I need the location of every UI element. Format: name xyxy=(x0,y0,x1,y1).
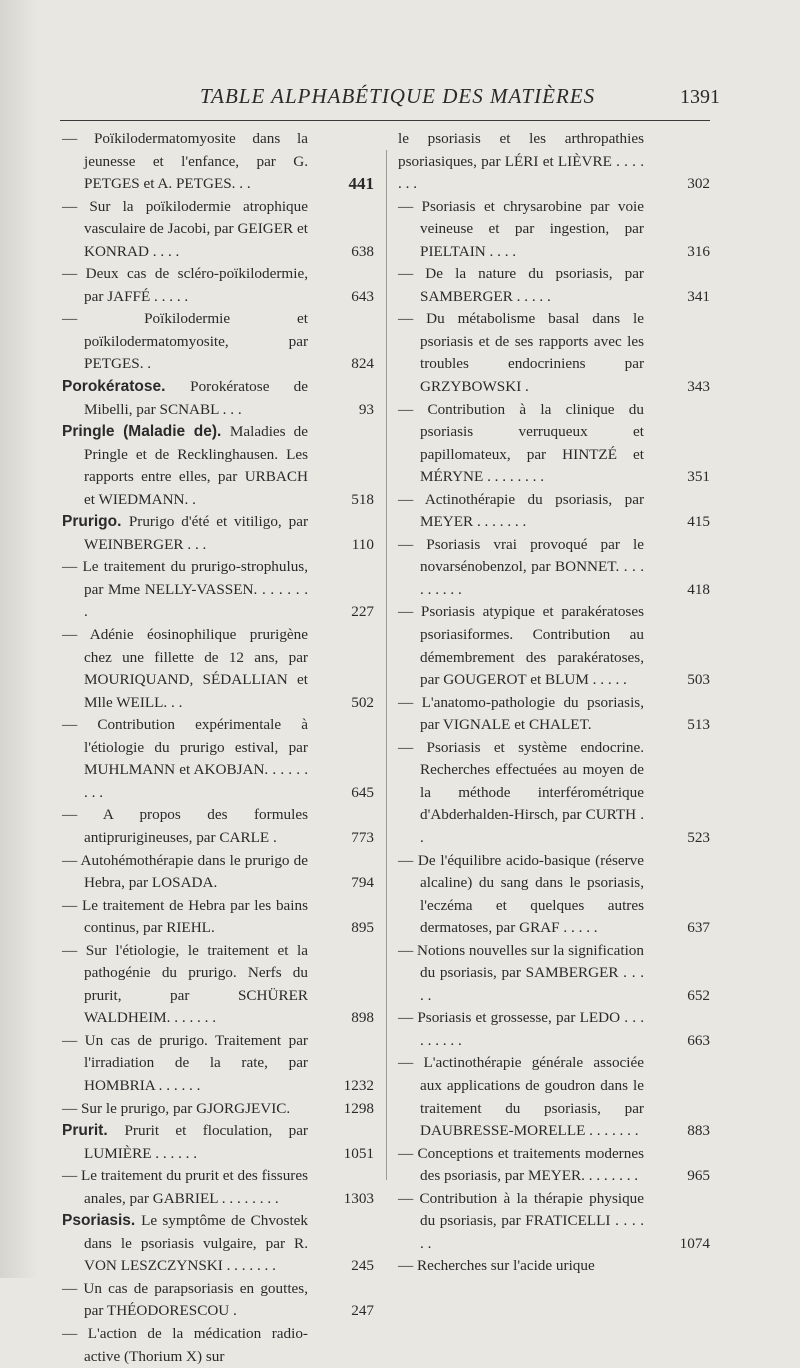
entry-body: — Deux cas de scléro-poïkilodermie, par JAFFÉ . . . . . xyxy=(62,265,308,305)
entry-page-number: 643 xyxy=(351,287,374,305)
entry-body: — Sur le prurigo, par GJORGJEVIC. xyxy=(62,1099,291,1117)
index-entry xyxy=(62,376,374,421)
index-entry xyxy=(398,1007,710,1052)
entry-body: — Psoriasis atypique et parakératoses psoriasiformes. Contribution au démembrement des parakératoses, par GOUGEROT et BLUM . . . . . xyxy=(398,603,644,689)
entry-body: — Contribution à la clinique du psoriasis verruqueux et papillomateux, par HINTZÉ et MÉRYNE . . . . . . . . xyxy=(398,400,644,486)
entry-page-number: 637 xyxy=(687,919,710,937)
entry-page-number: 1298 xyxy=(343,1099,374,1117)
index-entry xyxy=(62,1323,374,1368)
index-entry xyxy=(62,263,374,308)
entry-body: Le symptôme de Chvostek dans le psoriasis vulgaire, par R. VON LESZCZYNSKI . . . . . . . xyxy=(84,1212,308,1275)
entry-body: — Psoriasis et chrysarobine par voie veineuse et par ingestion, par PIELTAIN . . . . xyxy=(398,197,644,260)
entry-page-number: 513 xyxy=(687,716,710,734)
entry-page-number: 351 xyxy=(687,468,710,486)
entry-body: — Le traitement du prurit et des fissures anales, par GABRIEL . . . . . . . . xyxy=(62,1167,308,1207)
entry-body: — Psoriasis et système endocrine. Recherches effectuées au moyen de la méthode interférométrique d'Abderhalden-Hirsch, par CURTH . . xyxy=(398,738,644,846)
index-entry xyxy=(62,1278,374,1323)
index-entry xyxy=(398,128,710,196)
index-entry xyxy=(398,1052,710,1142)
entry-page-number: 898 xyxy=(351,1009,374,1027)
index-entry xyxy=(398,1255,710,1278)
entry-body: — Contribution expérimentale à l'étiologie du prurigo estival, par MUHLMANN et AKOBJAN. . . . . . . . . xyxy=(62,716,308,801)
index-entry xyxy=(62,308,374,376)
entry-body: — Psoriasis vrai provoqué par le novarsénobenzol, par BONNET. . . . . . . . . . xyxy=(398,535,644,598)
entry-body: — Poïkilodermatomyosite dans la jeunesse et l'enfance, par G. PETGES et A. PETGES. . . xyxy=(62,130,308,193)
index-entry xyxy=(398,534,710,602)
entry-page-number: 518 xyxy=(351,490,374,508)
entry-body: — De la nature du psoriasis, par SAMBERGER . . . . . xyxy=(398,265,644,305)
entry-page-number: 1051 xyxy=(343,1144,374,1162)
entry-page-number: 652 xyxy=(687,986,710,1004)
index-entry xyxy=(62,804,374,849)
left-column xyxy=(62,128,374,1368)
entry-page-number: 523 xyxy=(687,828,710,846)
entry-page-number: 794 xyxy=(351,874,374,892)
entry-page-number: 110 xyxy=(351,535,374,553)
entry-body: — Un cas de prurigo. Traitement par l'irradiation de la rate, par HOMBRIA . . . . . . xyxy=(62,1031,308,1094)
index-entry xyxy=(398,1188,710,1256)
entry-body: — Autohémothérapie dans le prurigo de Hebra, par LOSADA. xyxy=(62,851,308,892)
entry-heading: Prurigo. xyxy=(62,513,129,531)
index-entry xyxy=(398,1143,710,1188)
entry-body: — L'actinothérapie générale associée aux applications de goudron dans le traitement du psoriasis, par DAUBRESSE-MORELLE . . . . . . . xyxy=(398,1054,644,1140)
entry-text xyxy=(398,1255,710,1278)
entry-body: — Du métabolisme basal dans le psoriasis et de ses rapports avec les troubles endocriniens par GRZYBOWSKI . xyxy=(398,310,644,396)
entry-page-number: 93 xyxy=(358,400,374,418)
right-column xyxy=(398,128,710,1278)
entry-page-number: 1232 xyxy=(343,1076,374,1094)
index-entry xyxy=(62,1210,374,1278)
index-entry xyxy=(62,511,374,556)
entry-body: Prurit et floculation, par LUMIÈRE . . . . . . xyxy=(84,1122,308,1162)
index-entry xyxy=(62,895,374,940)
header-rule xyxy=(60,120,710,121)
entry-body: — Le traitement de Hebra par les bains continus, par RIEHL. xyxy=(62,896,308,937)
index-entry xyxy=(398,489,710,534)
entry-page-number: 638 xyxy=(351,242,374,260)
index-entry xyxy=(398,308,710,398)
entry-body: — Adénie éosinophilique prurigène chez une fillette de 12 ans, par MOURIQUAND, SÉDALLIAN et Mlle WEILL. . . xyxy=(62,626,308,711)
entry-body: le psoriasis et les arthropathies psoriasiques, par LÉRI et LIÈVRE . . . . . . . xyxy=(398,130,644,193)
entry-page-number: 1303 xyxy=(343,1189,374,1207)
entry-page-number: 227 xyxy=(351,603,374,621)
entry-page-number: 895 xyxy=(351,919,374,937)
entry-body: — Poïkilodermie et poïkilodermatomyosite, par PETGES. . xyxy=(62,310,308,373)
index-entry xyxy=(62,1120,374,1165)
entry-body: Prurigo d'été et vitiligo, par WEINBERGER . . . xyxy=(84,513,309,553)
index-entry xyxy=(62,1165,374,1210)
index-entry xyxy=(398,263,710,308)
entry-body: — A propos des formules antiprurigineuses, par CARLE . xyxy=(62,806,308,846)
entry-page-number: 824 xyxy=(351,355,374,373)
entry-body: — Sur l'étiologie, le traitement et la pathogénie du prurigo. Nerfs du prurit, par SCHÜRER WALDHEIM. . . . . . . xyxy=(62,941,308,1027)
entry-page-number: 503 xyxy=(687,671,710,689)
entry-body: — Recherches sur l'acide urique xyxy=(398,1257,595,1275)
index-entry xyxy=(398,399,710,489)
entry-body: — Sur la poïkilodermie atrophique vasculaire de Jacobi, par GEIGER et KONRAD . . . . xyxy=(62,197,308,260)
index-entry xyxy=(62,1098,374,1121)
entry-body: — Conceptions et traitements modernes des psoriasis, par MEYER. . . . . . . . xyxy=(398,1144,644,1185)
index-entry xyxy=(398,692,710,737)
page-title: TABLE ALPHABÉTIQUE DES MATIÈRES xyxy=(200,84,596,108)
entry-body: — De l'équilibre acido-basique (réserve alcaline) du sang dans le psoriasis, l'eczéma et quelques autres dermatoses, par GRAF . . . . . xyxy=(398,851,644,937)
entry-page-number: 663 xyxy=(687,1031,710,1049)
entry-body: — Contribution à la thérapie physique du psoriasis, par FRATICELLI . . . . . . xyxy=(398,1189,644,1252)
entry-page-number: 415 xyxy=(687,513,710,531)
entry-body: — L'action de la médication radio-active (Thorium X) sur xyxy=(62,1324,308,1365)
entry-page-number: 441 xyxy=(348,174,374,194)
entry-body: Porokératose de Mibelli, par SCNABL . . . xyxy=(84,378,309,418)
entry-body: — Un cas de parapsoriasis en gouttes, par THÉODORESCOU . xyxy=(62,1279,308,1320)
index-entry xyxy=(62,624,374,714)
index-entry xyxy=(62,850,374,895)
entry-page-number: 341 xyxy=(687,287,710,305)
entry-page-number: 645 xyxy=(351,783,374,801)
index-entry xyxy=(62,1030,374,1098)
entry-heading: Porokératose. xyxy=(62,378,191,396)
entry-page-number: 302 xyxy=(687,175,710,193)
index-entry xyxy=(398,601,710,691)
entry-body: — L'anatomo-pathologie du psoriasis, par VIGNALE et CHALET. xyxy=(398,693,644,734)
entry-page-number: 1074 xyxy=(679,1234,710,1252)
index-entry xyxy=(398,737,710,850)
entry-body: Maladies de Pringle et de Recklinghausen. Les rapports entre elles, par URBACH et WIEDMANN. . xyxy=(84,423,308,508)
entry-text xyxy=(62,1323,374,1368)
entry-body: — Psoriasis et grossesse, par LEDO . . . . . . . . . xyxy=(398,1009,644,1049)
entry-body: — Actinothérapie du psoriasis, par MEYER . . . . . . . xyxy=(398,490,644,531)
entry-page-number: 343 xyxy=(687,378,710,396)
entry-page-number: 883 xyxy=(687,1122,710,1140)
entry-page-number: 245 xyxy=(351,1257,374,1275)
index-entry xyxy=(62,556,374,624)
entry-page-number: 316 xyxy=(687,242,710,260)
running-header xyxy=(60,84,720,114)
entry-page-number: 965 xyxy=(687,1167,710,1185)
page-number: 1391 xyxy=(680,86,720,108)
entry-page-number: 247 xyxy=(351,1302,374,1320)
entry-heading: Pringle (Maladie de). xyxy=(62,423,230,441)
entry-page-number: 773 xyxy=(351,828,374,846)
index-entry xyxy=(398,940,710,1008)
index-entry xyxy=(62,940,374,1030)
entry-heading: Psoriasis. xyxy=(62,1212,142,1230)
index-entry xyxy=(62,714,374,804)
entry-heading: Prurit. xyxy=(62,1122,125,1140)
entry-page-number: 418 xyxy=(687,580,710,598)
entry-page-number: 502 xyxy=(351,693,374,711)
index-entry xyxy=(62,128,374,196)
page-gutter-shadow xyxy=(0,0,38,1278)
entry-body: — Notions nouvelles sur la signification du psoriasis, par SAMBERGER . . . . . xyxy=(398,941,644,1004)
index-entry xyxy=(62,196,374,264)
column-divider xyxy=(386,150,387,1180)
index-entry xyxy=(398,196,710,264)
index-entry xyxy=(62,421,374,511)
index-entry xyxy=(398,850,710,940)
entry-body: — Le traitement du prurigo-strophulus, par Mme NELLY-VASSEN. . . . . . . . xyxy=(62,558,308,621)
